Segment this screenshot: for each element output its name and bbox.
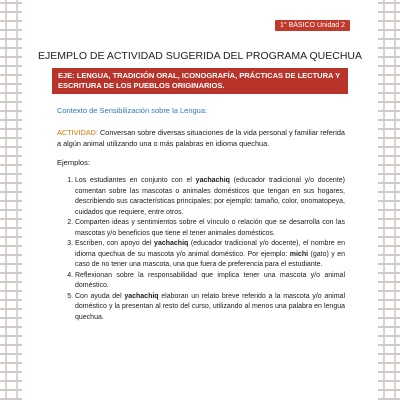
item-text: Con ayuda del xyxy=(75,292,125,300)
decorative-border-right xyxy=(378,0,400,400)
activity-paragraph xyxy=(57,128,345,149)
activity-text: Conversan sobre diversas situaciones de la vida personal y familiar referida a algún animal utilizando una o más palabras en idioma quechua. xyxy=(57,128,345,148)
item-keyword: yachachiq xyxy=(195,177,230,184)
list-item xyxy=(75,239,345,271)
context-heading: Contexto de Sensibilización sobre la Lengua: xyxy=(57,106,208,115)
item-text: (educador tradicional y/o docente), el nombre en idioma quechua de su mascota y/o animal doméstico. Por ejemplo: xyxy=(75,240,345,258)
item-text: elaboran un relato breve referido a la mascota y/o animal doméstico y la presentan al resto del curso, utilizando al menos una palabra en lengua quechua. xyxy=(75,292,345,321)
item-text: Los estudiantes en conjunto con el xyxy=(75,177,196,184)
item-keyword: yachachiq xyxy=(154,240,189,247)
item-keyword: yachachiq xyxy=(124,292,159,300)
item-text: (gato) y en caso de no tener una mascota, una que fuera de preferencia para el estudiante. xyxy=(75,250,345,268)
decorative-border-left xyxy=(0,0,22,400)
examples-heading: Ejemplos: xyxy=(57,158,90,167)
activity-label: ACTIVIDAD: xyxy=(57,128,98,137)
examples-list xyxy=(57,176,345,323)
level-badge: 1° BÁSICO Unidad 2 xyxy=(275,20,350,31)
list-item xyxy=(75,176,345,218)
list-item xyxy=(75,218,345,239)
list-item xyxy=(75,271,345,292)
item-keyword: michi xyxy=(289,250,309,258)
item-text: Escriben, con apoyo del xyxy=(75,240,155,247)
item-text: Reflexionan sobre la responsabilidad que implica tener una mascota y/o animal doméstico. xyxy=(75,271,345,289)
list-item xyxy=(75,292,345,324)
eje-banner: EJE: LENGUA, TRADICIÓN ORAL, ICONOGRAFÍA, PRÁCTICAS DE LECTURA Y ESCRITURA DE LOS PUEBLOS ORIGINARIOS. xyxy=(52,68,348,94)
item-text: Comparten ideas y sentimientos sobre el vínculo o relación que se desarrolla con las mascotas y/o beneficios que tiene el tener animales domésticos. xyxy=(75,219,345,237)
page-title: EJEMPLO DE ACTIVIDAD SUGERIDA DEL PROGRAMA QUECHUA xyxy=(37,50,362,62)
item-text: (educador tradicional y/o docente) comentan sobre las mascotas o animales domésticos que tengan en sus hogares, describiendo sus características principales; por ejemplo: tamaño, color, onomatopeya, cuidados que requiere, entre otros. xyxy=(75,177,345,216)
